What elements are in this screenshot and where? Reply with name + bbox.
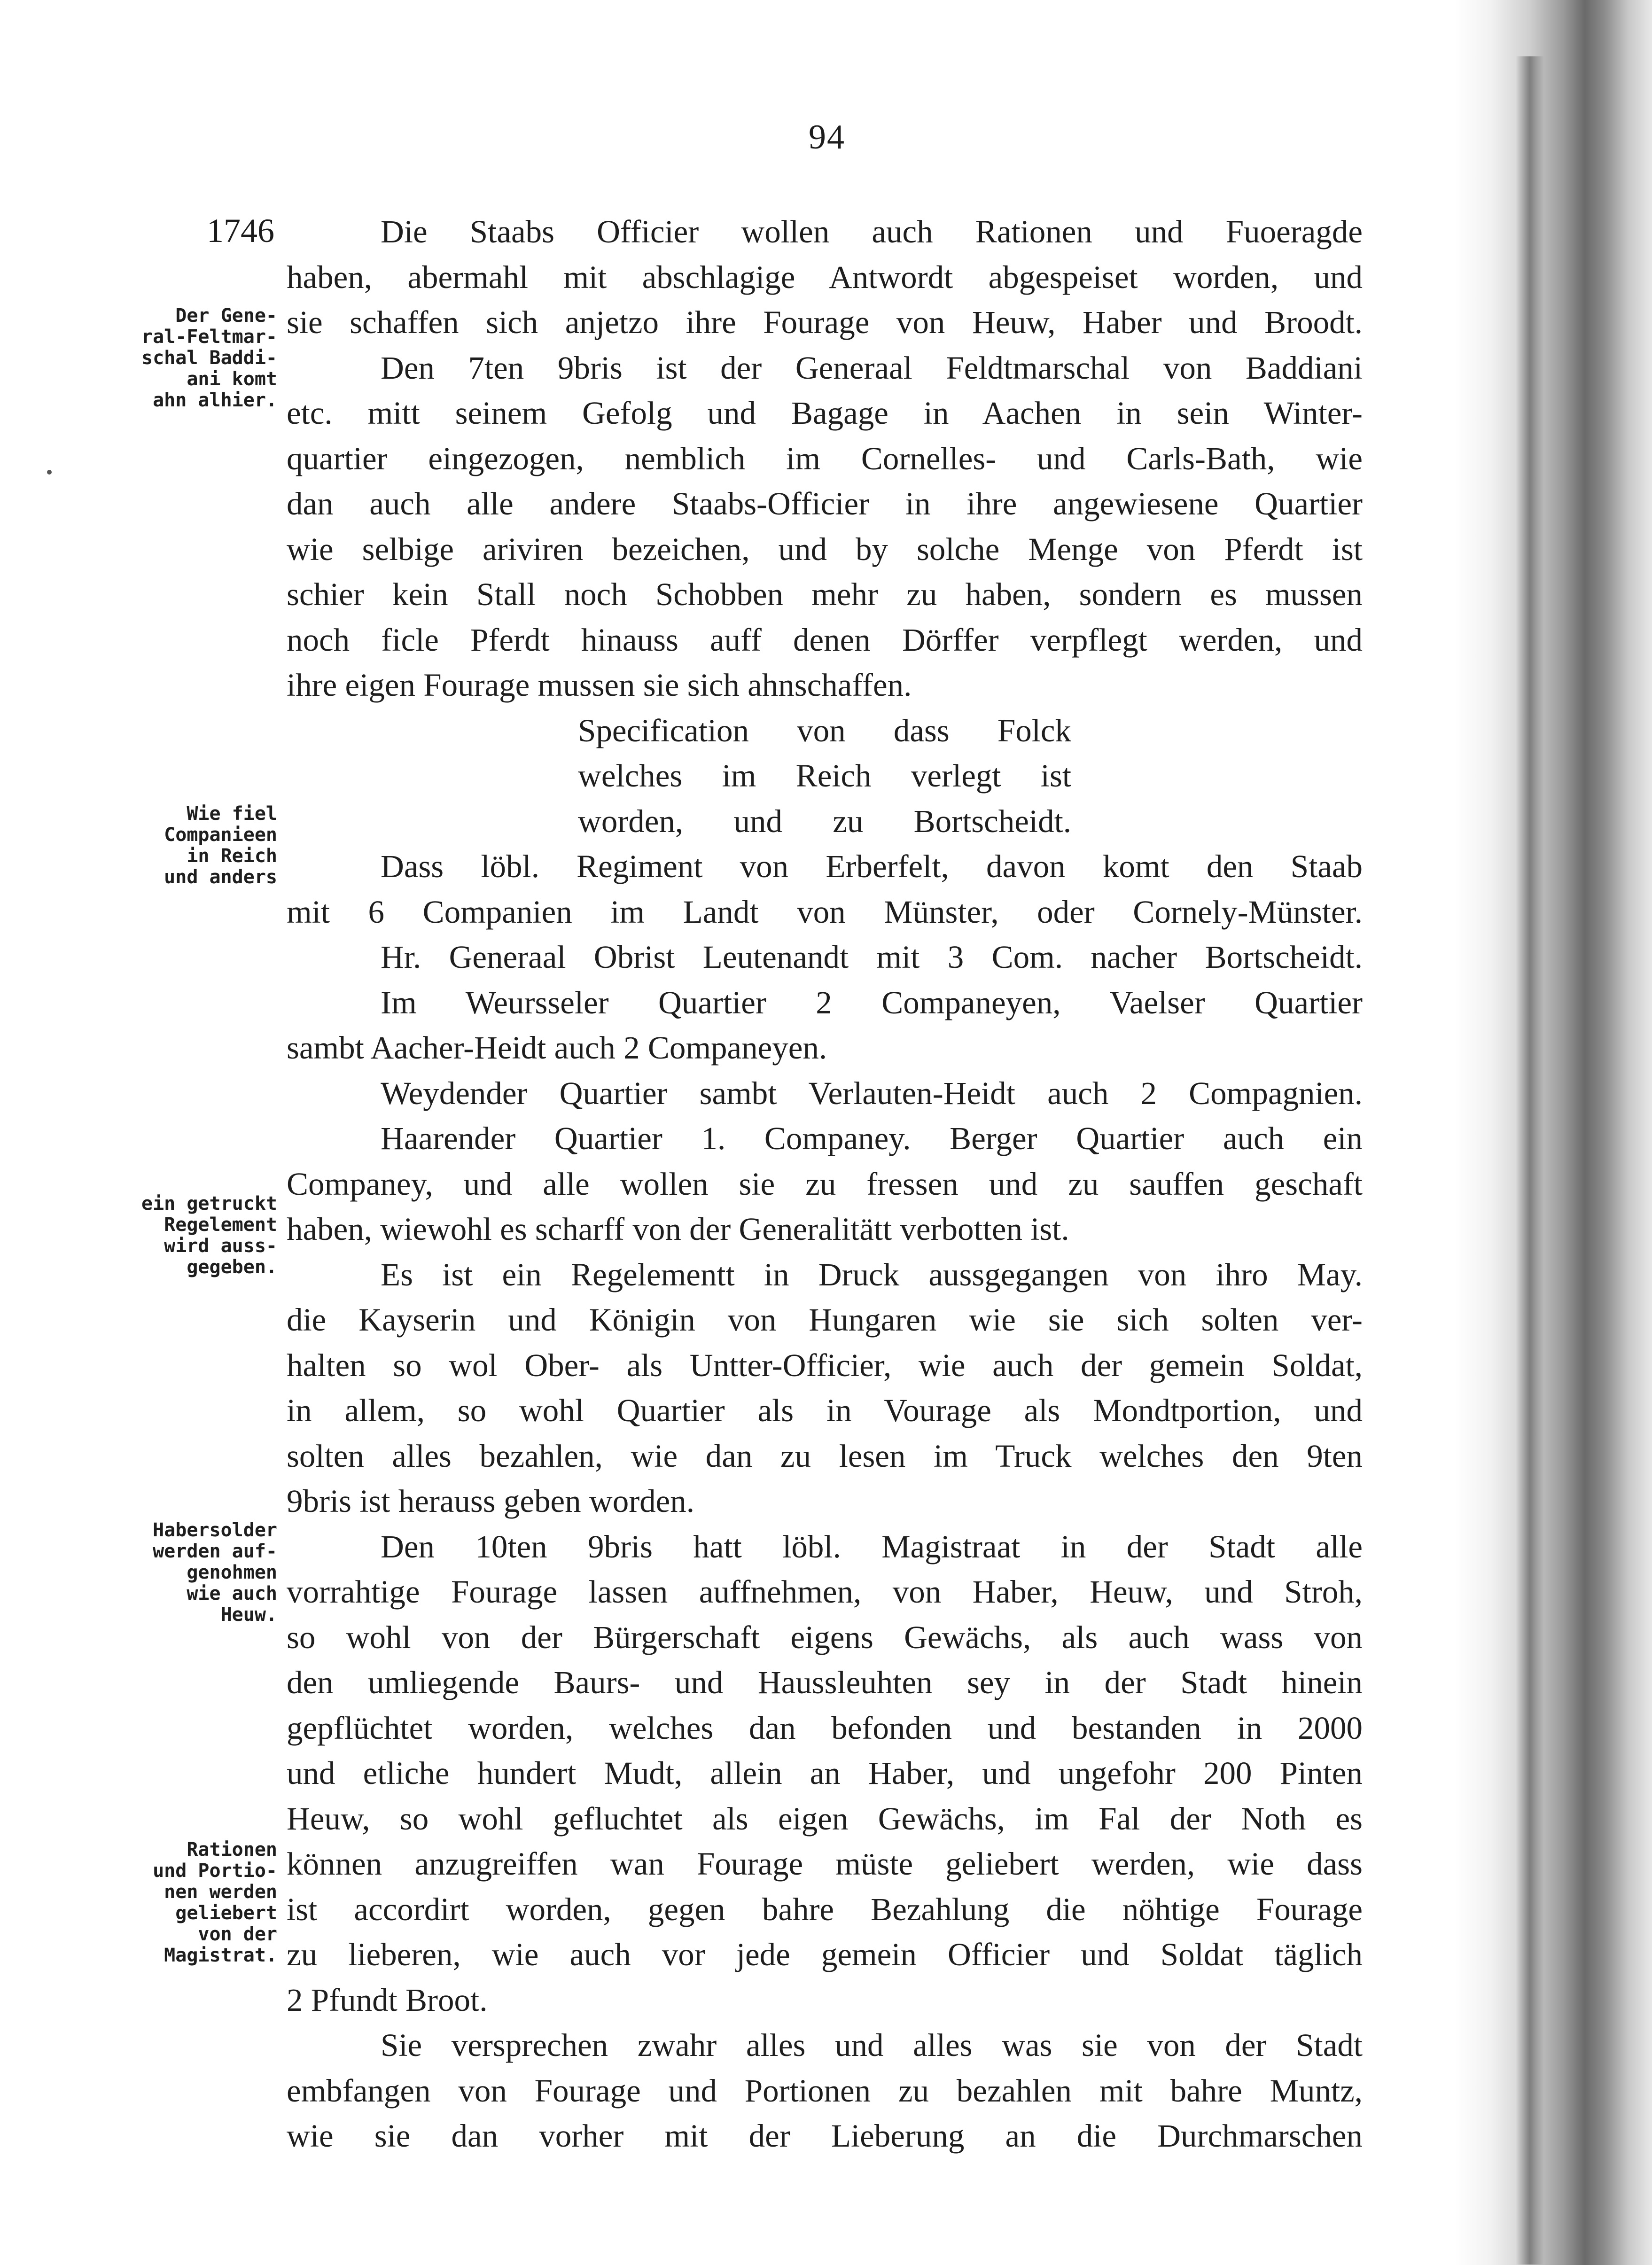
margin-note-line: in Reich	[187, 845, 277, 867]
scan-speck	[47, 470, 52, 475]
margin-note-line: ral-Feltmar-	[141, 326, 277, 348]
text-line: und etliche hundert Mudt, allein an Haber, und ungefohr 200 Pinten	[287, 1755, 1363, 1791]
text-line: haben, wiewohl es scharff von der Generalitätt verbotten ist.	[287, 1211, 1069, 1247]
text-line: sie schaffen sich anjetzo ihre Fourage von Heuw, Haber und Broodt.	[287, 304, 1363, 340]
margin-note-line: Habersolder	[153, 1519, 277, 1541]
margin-note-general-feldmarschal	[108, 305, 277, 411]
text-line: embfangen von Fourage und Portionen zu bezahlen mit bahre Muntz,	[287, 2072, 1363, 2109]
text-line: Companey, und alle wollen sie zu fressen und zu sauffen geschaft	[287, 1166, 1363, 1202]
specification-heading-line: Specification von dass Folck	[578, 712, 1071, 748]
text-line: Sie versprechen zwahr alles und alles was sie von der Stadt	[381, 2027, 1363, 2063]
margin-note-line: Companieen	[164, 824, 277, 846]
margin-note-line: gegeben.	[187, 1256, 277, 1278]
margin-note-line: Rationen	[187, 1839, 277, 1860]
margin-note-line: und anders	[164, 866, 277, 888]
text-line: so wohl von der Bürgerschaft eigens Gewächs, als auch wass von	[287, 1619, 1363, 1655]
text-line: 9bris ist herauss geben worden.	[287, 1483, 695, 1519]
margin-note-line: geliebert	[175, 1902, 277, 1924]
margin-note-line: Heuw.	[220, 1604, 277, 1626]
text-line: halten so wol Ober- als Untter-Officier, wie auch der gemein Soldat,	[287, 1347, 1363, 1383]
margin-note-line: schal Baddi-	[141, 347, 277, 369]
margin-note-rationen	[108, 1839, 277, 1966]
text-line: solten alles bezahlen, wie dan zu lesen im Truck welches den 9ten	[287, 1438, 1363, 1474]
margin-note-line: und Portio-	[153, 1860, 277, 1882]
text-line: den umliegende Baurs- und Haussleuhten sey in der Stadt hinein	[287, 1665, 1363, 1700]
text-line: Die Staabs Officier wollen auch Rationen und Fuoeragde	[381, 214, 1363, 249]
margin-note-companieen	[108, 803, 277, 888]
gutter-fold-line	[1516, 56, 1544, 2265]
text-line: wie selbige ariviren bezeichen, und by solche Menge von Pferdt ist	[287, 531, 1363, 567]
specification-heading-line: worden, und zu Bortscheidt.	[578, 803, 1071, 839]
text-line: wie sie dan vorher mit der Lieberung an die Durchmarschen	[287, 2118, 1363, 2154]
text-line: mit 6 Companien im Landt von Münster, oder Cornely-Münster.	[287, 894, 1363, 930]
text-line: Es ist ein Regelementt in Druck aussgegangen von ihro May.	[381, 1256, 1363, 1292]
text-line: in allem, so wohl Quartier als in Vourage als Mondtportion, und	[287, 1393, 1363, 1428]
text-line: dan auch alle andere Staabs-Officier in ihre angewiesene Quartier	[287, 486, 1363, 521]
text-line: haben, abermahl mit abschlagige Antwordt abgespeiset worden, und	[287, 259, 1363, 295]
text-line: ist accordirt worden, gegen bahre Bezahlung die nöhtige Fourage	[287, 1891, 1363, 1927]
margin-note-regelement	[108, 1193, 277, 1278]
text-line: vorrahtige Fourage lassen auffnehmen, von Haber, Heuw, und Stroh,	[287, 1574, 1363, 1610]
text-line: etc. mitt seinem Gefolg und Bagage in Aachen in sein Winter-	[287, 395, 1363, 431]
text-line: Den 7ten 9bris ist der Generaal Feldtmarschal von Baddiani	[381, 350, 1363, 386]
text-line: Den 10ten 9bris hatt löbl. Magistraat in der Stadt alle	[381, 1528, 1363, 1564]
text-line: schier kein Stall noch Schobben mehr zu haben, sondern es mussen	[287, 576, 1363, 612]
margin-note-line: nen werden	[164, 1881, 277, 1903]
margin-note-line: Der Gene-	[175, 305, 277, 327]
margin-note-line: Regelement	[164, 1214, 277, 1236]
margin-note-line: ahn alhier.	[153, 389, 277, 411]
text-line: zu lieberen, wie auch vor jede gemein Officier und Soldat täglich	[287, 1937, 1363, 1972]
text-line: Im Weursseler Quartier 2 Companeyen, Vaelser Quartier	[381, 984, 1363, 1020]
year-marker: 1746	[207, 212, 274, 249]
margin-note-line: ein getruckt	[141, 1193, 277, 1214]
margin-note-line: wie auch	[187, 1583, 277, 1604]
text-line: Hr. Generaal Obrist Leutenandt mit 3 Com. nacher Bortscheidt.	[381, 939, 1363, 975]
text-line: Weydender Quartier sambt Verlauten-Heidt auch 2 Compagnien.	[381, 1075, 1363, 1111]
margin-note-line: von der	[198, 1923, 277, 1945]
specification-heading-line: welches im Reich verlegt ist	[578, 758, 1071, 794]
margin-note-line: genohmen	[187, 1562, 277, 1583]
text-line: ihre eigen Fourage mussen sie sich ahnschaffen.	[287, 667, 912, 703]
text-line: die Kayserin und Königin von Hungaren wie sie sich solten ver-	[287, 1302, 1363, 1338]
margin-note-line: Magistrat.	[164, 1945, 277, 1966]
text-line: Haarender Quartier 1. Companey. Berger Quartier auch ein	[381, 1121, 1363, 1156]
text-line: gepflüchtet worden, welches dan befonden und bestanden in 2000	[287, 1710, 1363, 1746]
text-line: Dass löbl. Regiment von Erberfelt, davon komt den Staab	[381, 848, 1363, 884]
book-gutter-shadow	[1455, 0, 1652, 2265]
text-line: sambt Aacher-Heidt auch 2 Companeyen.	[287, 1030, 827, 1066]
body-text	[287, 209, 1363, 2159]
margin-note-line: ani komt	[187, 368, 277, 390]
text-line: quartier eingezogen, nemblich im Cornelles- und Carls-Bath, wie	[287, 440, 1363, 476]
margin-note-line: wird auss-	[164, 1235, 277, 1257]
margin-note-habersolder	[108, 1520, 277, 1626]
text-line: 2 Pfundt Broot.	[287, 1982, 488, 2018]
page-number: 94	[809, 118, 845, 156]
margin-note-line: werden auf-	[153, 1541, 277, 1562]
text-line: können anzugreiffen wan Fourage müste geliebert werden, wie dass	[287, 1846, 1363, 1882]
margin-note-line: Wie fiel	[187, 803, 277, 825]
text-line: Heuw, so wohl gefluchtet als eigen Gewächs, im Fal der Noth es	[287, 1800, 1363, 1837]
text-line: noch ficle Pferdt hinauss auff denen Dörffer verpflegt werden, und	[287, 622, 1363, 658]
